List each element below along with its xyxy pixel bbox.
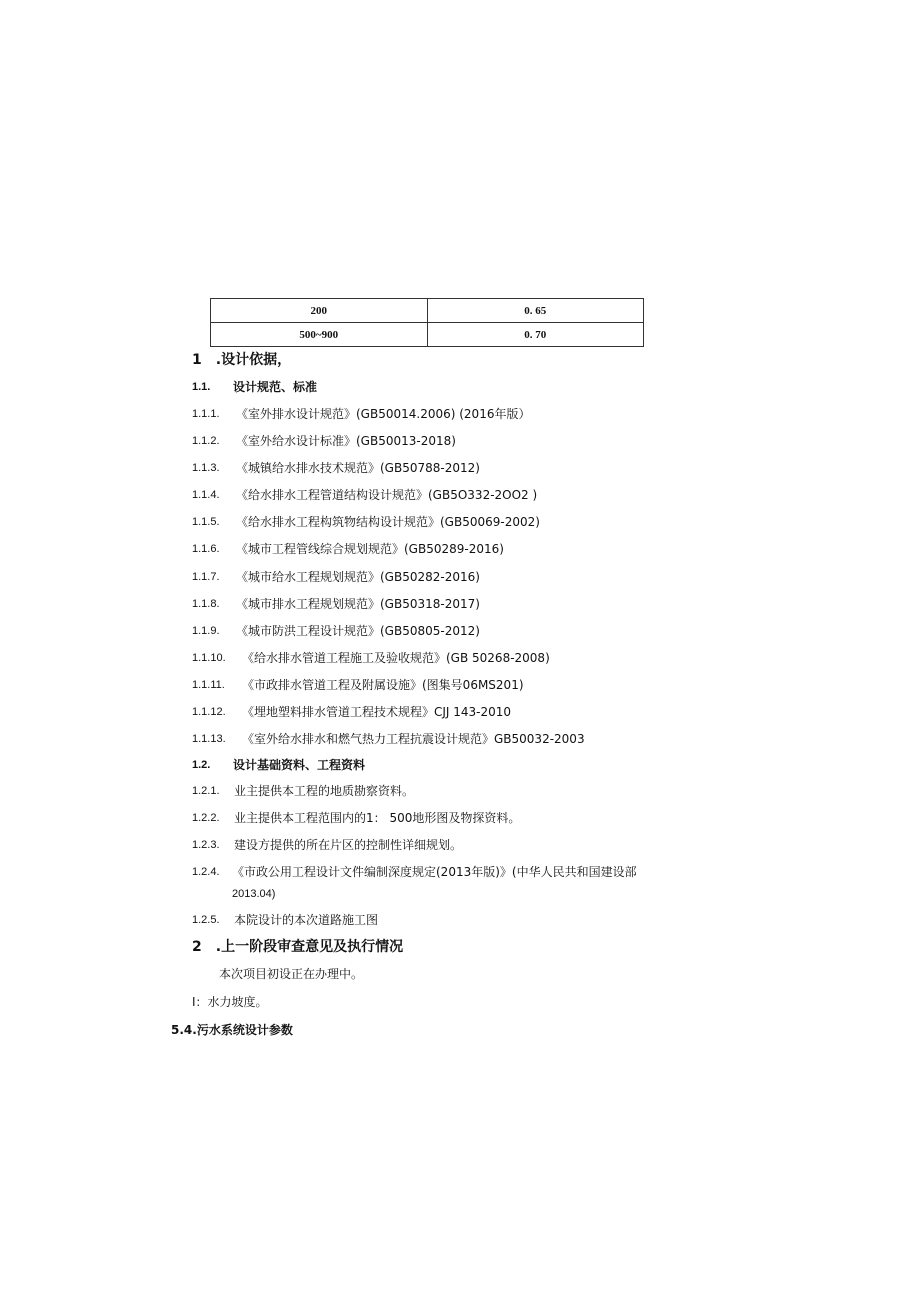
list-item: 业主提供本工程的地质勘察资料。 (234, 784, 415, 798)
list-item: 《给水排水工程构筑物结构设计规范》(GB50069-2002) (236, 515, 540, 529)
list-item: 《城市给水工程规划规范》(GB50282-2016) (236, 570, 480, 584)
section-2-number: 2 (192, 939, 202, 955)
section-1-number: 1 (192, 352, 202, 368)
list-item-number: 1.1.8. (192, 598, 220, 610)
table-row (211, 323, 644, 347)
table-cell: 200 (211, 299, 428, 323)
list-item: 建设方提供的所在片区的控制性详细规划。 (234, 838, 463, 852)
subsection-1-2-number: 1.2. (192, 759, 211, 771)
list-item: 《室外排水设计规范》(GB50014.2006) (2016年版） (236, 407, 531, 421)
section-2-title: .上一阶段审查意见及执行情况 (215, 939, 404, 955)
table-cell: 0. 70 (427, 323, 644, 347)
table-row (211, 299, 644, 323)
list-item: 本院设计的本次道路施工图 (234, 913, 379, 927)
list-item: 《给水排水管道工程施工及验收规范》(GB 50268-2008) (242, 651, 550, 665)
list-item: 《室外给水设计标准》(GB50013-2018) (236, 434, 456, 448)
list-item-number: 1.1.4. (192, 489, 220, 501)
subsection-1-1-number: 1.1. (192, 381, 211, 393)
list-item: 业主提供本工程范围内的1： 500地形图及物探资料。 (234, 811, 521, 825)
coefficient-table (210, 298, 644, 347)
list-item-number: 1.1.2. (192, 435, 220, 447)
list-item-number: 1.2.1. (192, 785, 220, 797)
section-1-heading (192, 352, 291, 368)
list-item: 《埋地塑料排水管道工程技术规程》CJJ 143-2010 (242, 705, 512, 719)
list-item-number: 1.1.3. (192, 462, 220, 474)
subsection-1-2-title: 设计基础资料、工程资料 (233, 758, 366, 772)
section-5-4-heading: 5.4.污水系统设计参数 (171, 1023, 293, 1037)
section-2-heading (192, 939, 403, 955)
list-item: 《城市防洪工程设计规范》(GB50805-2012) (236, 624, 480, 638)
list-item: 《城市排水工程规划规范》(GB50318-2017) (236, 597, 480, 611)
list-item: 《城镇给水排水技术规范》(GB50788-2012) (236, 461, 480, 475)
table-cell: 0. 65 (427, 299, 644, 323)
list-item-number: 1.1.6. (192, 543, 220, 555)
section-2-paragraph: 本次项目初设正在办理中。 (219, 967, 364, 981)
list-item-number: 1.1.10. (192, 652, 226, 664)
list-item-number: 1.2.2. (192, 812, 220, 824)
list-item: 《室外给水排水和燃气热力工程抗震设计规范》GB50032-2003 (242, 732, 585, 746)
list-item-number: 1.2.5. (192, 914, 220, 926)
list-item: 《给水排水工程管道结构设计规范》(GB5O332-2OO2 ) (236, 488, 538, 502)
list-item-number: 1.1.12. (192, 706, 226, 718)
list-item-number: 1.1.5. (192, 516, 220, 528)
table-cell: 500~900 (211, 323, 428, 347)
list-item-number: 1.1.7. (192, 571, 220, 583)
list-item-number: 1.1.1. (192, 408, 220, 420)
section-1-title: .设计依据， (215, 352, 292, 368)
list-item-number: 1.2.3. (192, 839, 220, 851)
hydraulic-slope-note: I：水力坡度。 (192, 995, 268, 1009)
list-item: 《市政公用工程设计文件编制深度规定(2013年版)》(中华人民共和国建设部 (232, 865, 637, 879)
list-item-number: 1.1.9. (192, 625, 220, 637)
list-item-continuation: 2013.04) (232, 888, 276, 900)
list-item-number: 1.2.4. (192, 866, 220, 878)
list-item: 《城市工程管线综合规划规范》(GB50289-2016) (236, 542, 504, 556)
list-item-number: 1.1.11. (192, 679, 225, 691)
subsection-1-1-title: 设计规范、标准 (233, 380, 318, 394)
list-item: 《市政排水管道工程及附属设施》(图集号06MS201) (242, 678, 524, 692)
list-item-number: 1.1.13. (192, 733, 226, 745)
